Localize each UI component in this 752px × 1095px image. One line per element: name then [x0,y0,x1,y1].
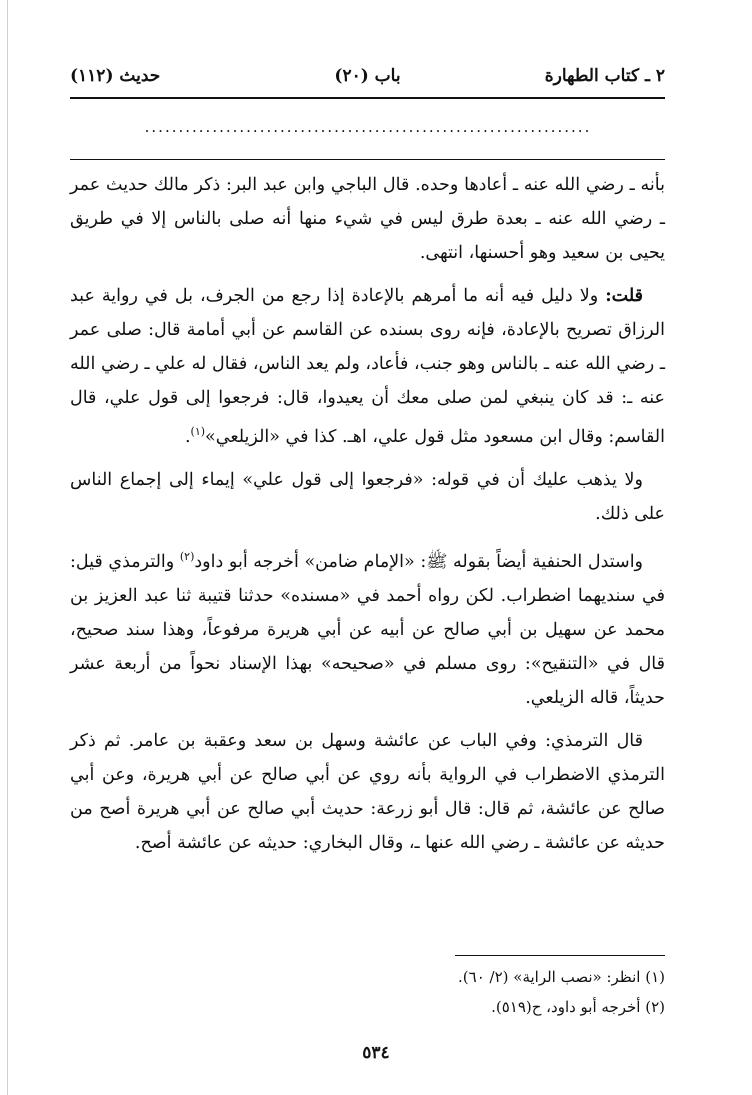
page-edge-line [7,0,8,1095]
footnote-rule [455,955,665,956]
paragraph-4-start: واستدل الحنفية أيضاً بقوله ﷺ: «الإمام ضامن» أخرجه أبو داود [194,551,644,572]
footnote-1: (١) انظر: «نصب الراية» (٢/ ٦٠). [458,968,665,986]
header-chapter: ٢ ـ كتاب الطهارة [544,66,665,86]
paragraph-5: قال الترمذي: وفي الباب عن عائشة وسهل بن سعد وعقبة بن عامر. ثم ذكر الترمذي الاضطراب في الرواية بأنه روي عن أبي صالح عن أبي هريرة، وعن أبي صالح عن عائشة، ثم قال: قال أبو زرعة: حديث أبي صالح عن أبي هريرة أصح من حديثه عن عائشة ـ رضي الله عنها ـ، وقال البخاري: حديثه عن عائشة أصح. [70,730,665,853]
footnote-2: (٢) أخرجه أبو داود، ح(٥١٩). [491,998,665,1016]
running-header [70,62,665,94]
paragraph-2-end: . [184,426,191,447]
header-rule [70,97,665,99]
paragraph-3: ولا يذهب عليك أن في قوله: «فرجعوا إلى قول علي» إيماء إلى إجماع الناس على ذلك. [70,469,665,524]
footnotes [70,962,665,1022]
separator-rule [70,159,665,160]
paragraph-2-text: ولا دليل فيه أنه ما أمرهم بالإعادة إذا رجع من الجرف، بل في رواية عبد الرزاق تصريح بالإعادة، فإنه روى بسنده عن القاسم عن أبي أمامة قال: صلى عمر ـ رضي الله عنه ـ بالناس وهو جنب، فأعاد، ولم يعد الناس، فقال له علي ـ رضي الله عنه ـ: قد كان ينبغي لمن صلى معك أن يعيدوا، قال: فرجعوا إلى قول علي، قال القاسم: وقال ابن مسعود مثل قول علي، اهـ. كذا في «الزيلعي» [70,286,665,447]
page-number: ٥٣٤ [362,1043,390,1063]
footnote-ref-1: (١) [190,425,206,438]
main-text [70,168,665,869]
paragraph-4-rest: والترمذي قيل: في سنديهما اضطراب. لكن رواه أحمد في «مسنده» حدثنا قتيبة ثنا عبد العزيز بن محمد عن سهيل بن أبي صالح عن أبيه عن أبي هريرة مرفوعاً، وهذا سند صحيح، قال في «التنقيح»: روى مسلم في «صحيحه» بهذا الإسناد نحواً من أربعة عشر حديثاً، قاله الزيلعي. [70,551,665,708]
qultu-label: قلت: [605,286,643,306]
header-hadith-number: (١١٢) حديث [70,66,161,86]
header-section: (٢٠) باب [334,66,401,86]
footnote-ref-2: (٢) [179,549,195,563]
paragraph-2 [70,279,665,454]
omission-dots: .................................................................. [144,118,592,136]
paragraph-1: بأنه ـ رضي الله عنه ـ أعادها وحده. قال الباجي وابن عبد البر: ذكر مالك حديث عمر ـ رضي الله عنه ـ بعدة طرق ليس في شيء منها أنه صلى بالناس إلا في طريق يحيى بن سعيد وهو أحسنها، انتهى. [70,175,665,263]
paragraph-4 [70,540,665,715]
